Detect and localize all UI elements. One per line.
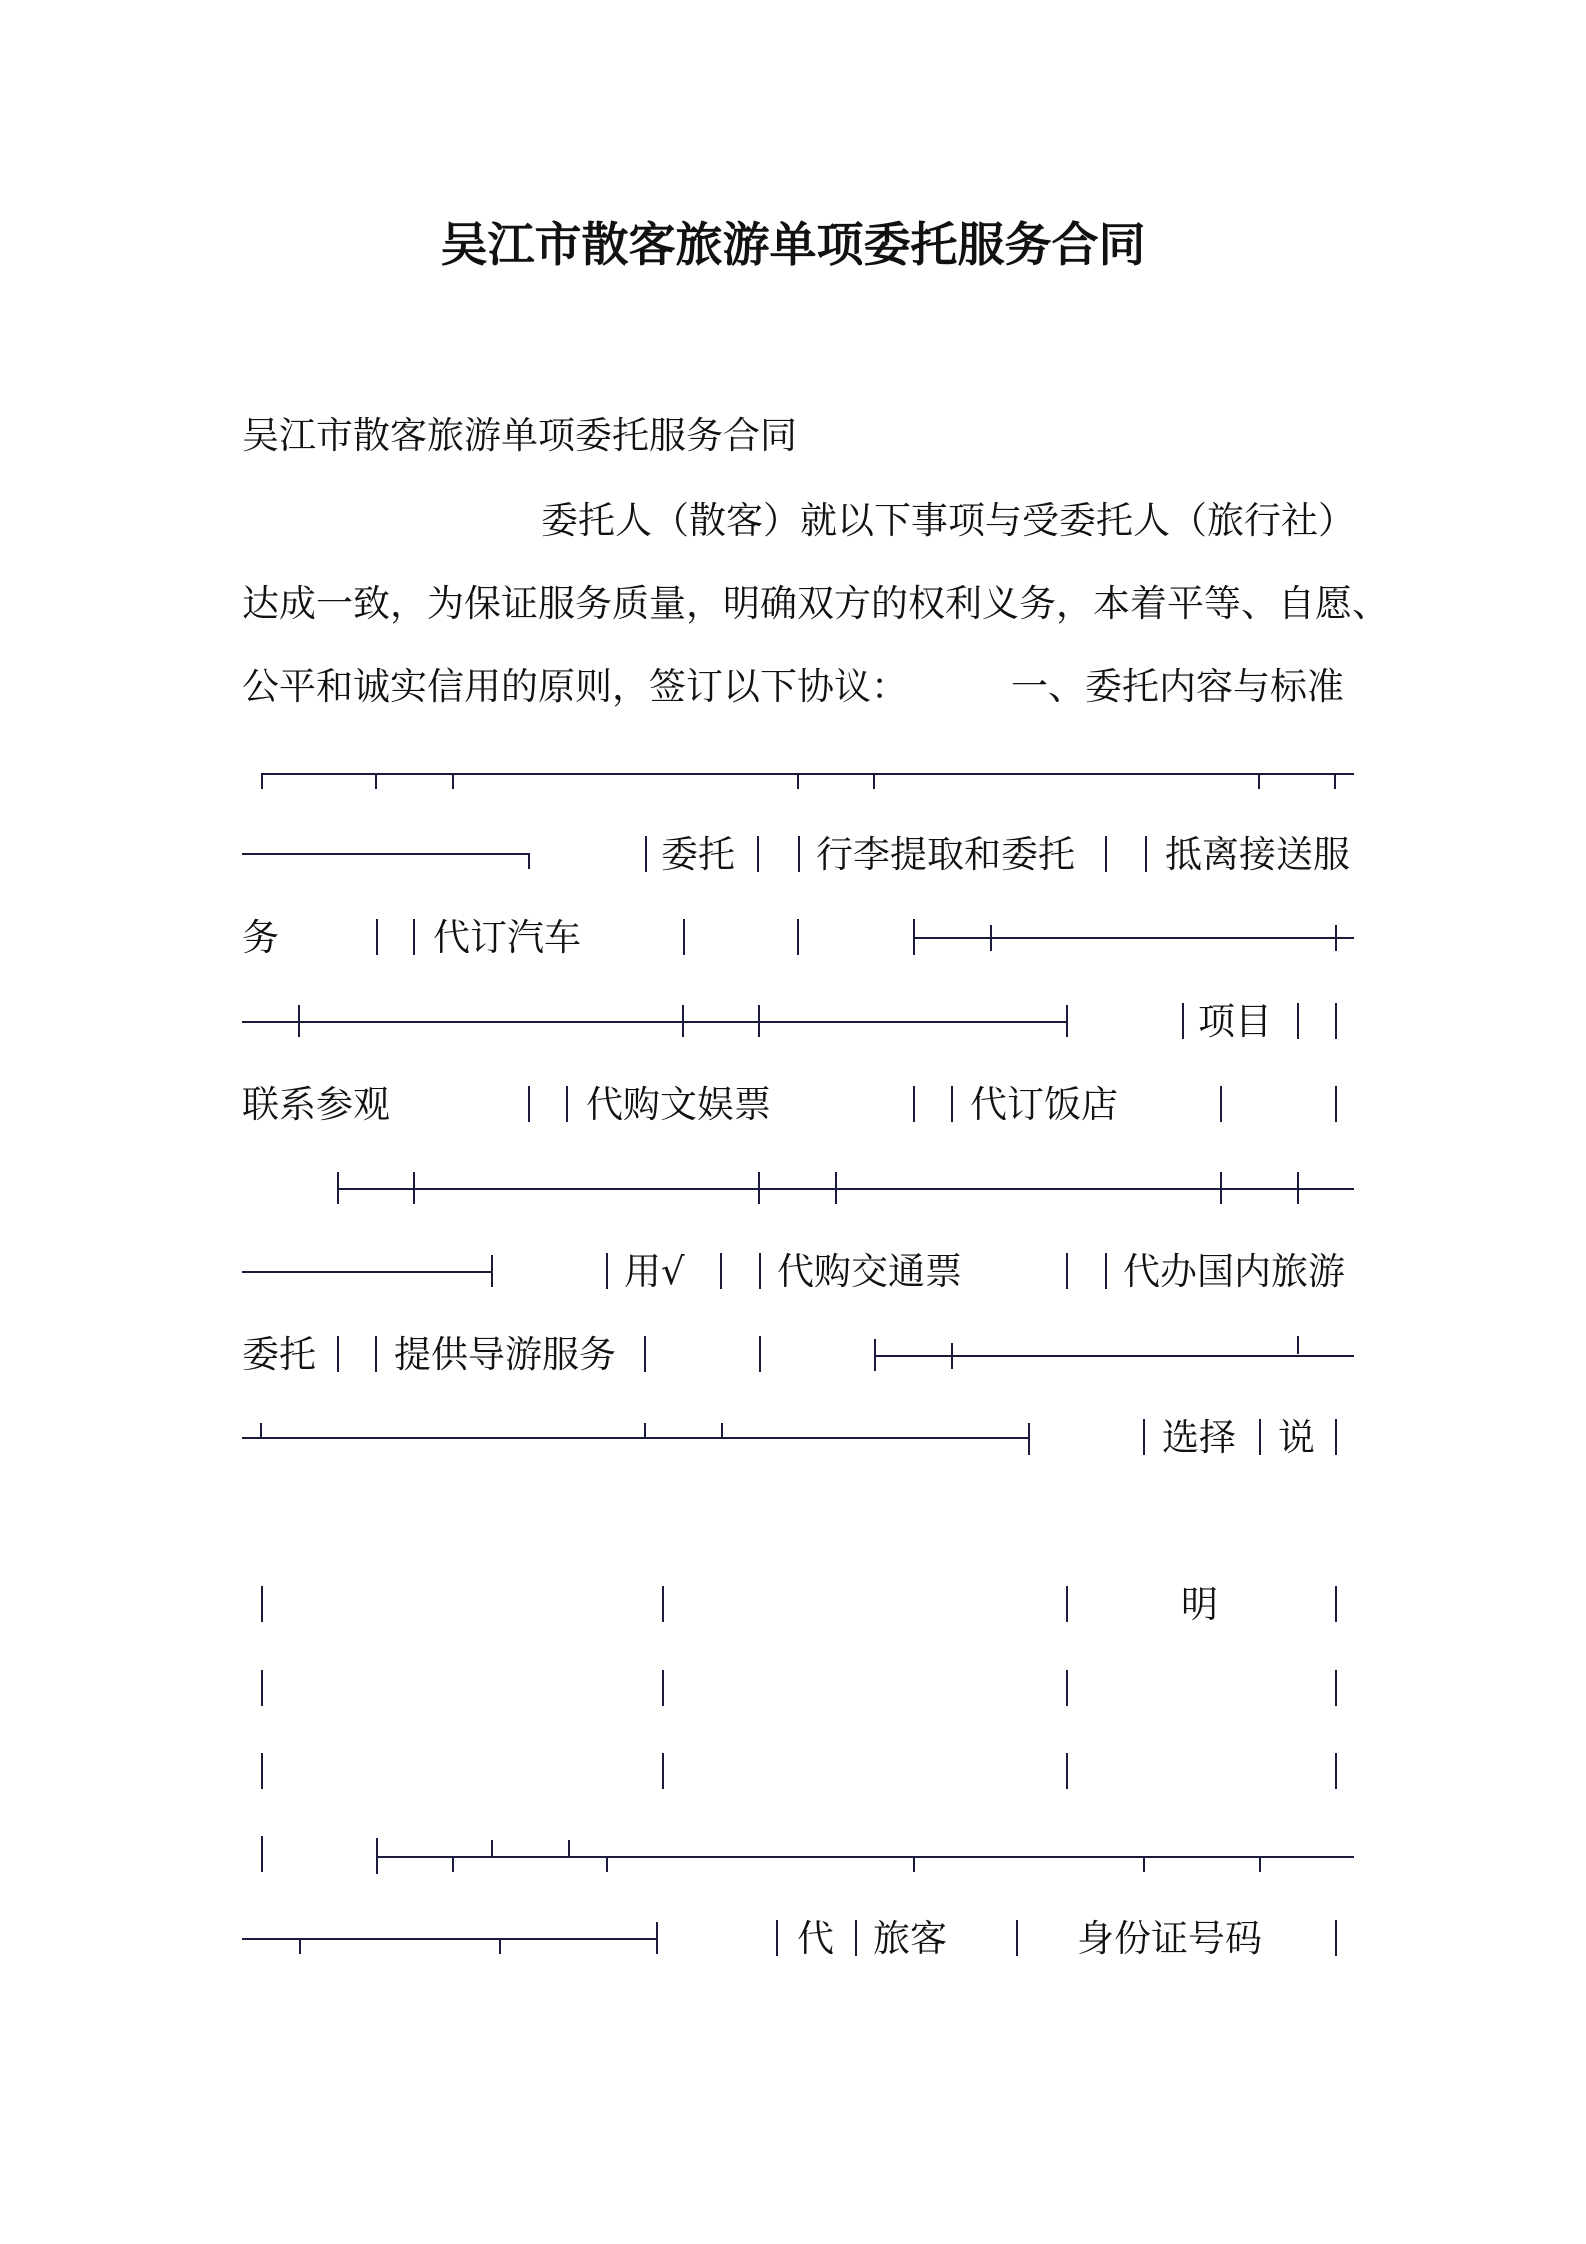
table-rule-tick — [260, 1423, 262, 1439]
table-rule-tick — [413, 1172, 415, 1204]
table-rule-tick — [873, 773, 875, 789]
document-title: 吴江市散客旅游单项委托服务合同 — [440, 218, 1146, 273]
table-cell-border — [413, 919, 415, 955]
cell-pickup-2: 务 — [242, 916, 279, 959]
table-rule-tick — [606, 1856, 608, 1872]
table-cell-border — [1066, 1253, 1068, 1289]
table-cell-border — [1335, 1003, 1337, 1039]
table-rule-tick — [1297, 1172, 1299, 1204]
section-1-title: 一、委托内容与标准 — [1011, 665, 1344, 708]
table-cell-border — [261, 1670, 263, 1706]
table-rule — [874, 1355, 1354, 1357]
table-cell-border — [1182, 1003, 1184, 1039]
table-cell-border — [566, 1086, 568, 1122]
table-rule-tick — [299, 1938, 301, 1954]
table-cell-border — [776, 1920, 778, 1956]
table-cell-border — [683, 919, 685, 955]
cell-id-number: 身份证号码 — [1077, 1917, 1262, 1960]
table-cell-border — [1335, 1419, 1337, 1455]
table-cell-border — [757, 836, 759, 872]
table-rule-tick — [261, 773, 263, 789]
table-cell-border — [1066, 1586, 1068, 1622]
table-cell-border — [1335, 1920, 1337, 1956]
table-cell-border — [662, 1753, 664, 1789]
table-cell-border — [1335, 1086, 1337, 1122]
cell-domestic-travel-1: 代办国内旅游 — [1123, 1250, 1345, 1293]
table-rule-tick — [656, 1922, 658, 1954]
table-rule-tick — [452, 1856, 454, 1872]
table-cell-border — [1335, 1753, 1337, 1789]
table-cell-border — [662, 1586, 664, 1622]
cell-explain-1: 说 — [1278, 1416, 1315, 1459]
table-cell-border — [261, 1586, 263, 1622]
intro-line-1: 委托人（散客）就以下事项与受委托人（旅行社） — [541, 499, 1355, 542]
table-cell-border — [645, 836, 647, 872]
table-rule-tick — [1297, 1336, 1299, 1354]
table-cell-border — [1016, 1920, 1018, 1956]
table-cell-border — [606, 1253, 608, 1289]
table-rule — [242, 1437, 1028, 1439]
table-cell-border — [797, 919, 799, 955]
table-rule-tick — [568, 1840, 570, 1856]
table-rule-tick — [1334, 773, 1336, 789]
table-cell-border — [1297, 1003, 1299, 1039]
table-rule-tick — [835, 1172, 837, 1204]
intro-line-2: 达成一致，为保证服务质量，明确双方的权利义务，本着平等、自愿、 — [242, 582, 1389, 625]
table-rule-tick — [491, 1840, 493, 1856]
table-cell-border — [1335, 1586, 1337, 1622]
intro-line-3: 公平和诚实信用的原则，签订以下协议： — [242, 665, 908, 708]
table-cell-border — [261, 1836, 263, 1872]
table-cell-border — [1143, 1419, 1145, 1455]
table-rule-tick — [644, 1423, 646, 1439]
table-rule-tick — [758, 1005, 760, 1037]
table-rule — [337, 1188, 1354, 1190]
table-rule — [242, 1021, 1067, 1023]
table-cell-border — [1105, 836, 1107, 872]
cell-explain-2: 明 — [1181, 1583, 1218, 1626]
table-cell-border — [528, 1086, 530, 1122]
table-rule-tick — [1066, 1005, 1068, 1037]
cell-luggage: 行李提取和委托 — [816, 833, 1075, 876]
table-cell-border — [644, 1336, 646, 1372]
table-rule-tick — [452, 773, 454, 789]
cell-proxy: 代 — [797, 1917, 834, 1960]
table-cell-border — [375, 1336, 377, 1372]
table-cell-border — [951, 1086, 953, 1122]
cell-use-mark: 用√ — [624, 1250, 685, 1293]
table-rule-tick — [797, 773, 799, 789]
cell-select: 选择 — [1162, 1416, 1236, 1459]
table-rule-tick — [376, 1838, 378, 1874]
table-rule-tick — [682, 1005, 684, 1037]
table-rule-tick — [1028, 1423, 1030, 1455]
table-cell-border — [759, 1253, 761, 1289]
cell-traveler: 旅客 — [873, 1917, 947, 1960]
cell-entrust: 委托 — [661, 833, 735, 876]
cell-domestic-travel-2: 委托 — [242, 1333, 316, 1376]
table-cell-border — [376, 919, 378, 955]
table-cell-border — [662, 1670, 664, 1706]
cell-guide-service: 提供导游服务 — [394, 1333, 616, 1376]
table-cell-border — [1105, 1253, 1107, 1289]
table-rule-tick — [721, 1423, 723, 1439]
table-rule-tick — [337, 1172, 339, 1204]
table-rule-tick — [1335, 925, 1337, 951]
table-rule-tick — [1220, 1172, 1222, 1204]
table-cell-border — [759, 1336, 761, 1372]
table-cell-border — [1066, 1670, 1068, 1706]
table-cell-border — [337, 1336, 339, 1372]
table-rule-tick — [913, 1856, 915, 1872]
table-cell-border — [1259, 1419, 1261, 1455]
cell-buy-ent-tickets: 代购文娱票 — [586, 1083, 771, 1126]
cell-pickup-1: 抵离接送服 — [1165, 833, 1350, 876]
document-heading: 吴江市散客旅游单项委托服务合同 — [242, 414, 797, 457]
table-rule-tick — [499, 1938, 501, 1954]
table-rule-tick — [1143, 1856, 1145, 1872]
cell-item: 项目 — [1198, 1000, 1272, 1043]
table-rule — [376, 1856, 1354, 1858]
table-rule-tick — [913, 919, 915, 955]
cell-buy-transport-tickets: 代购交通票 — [777, 1250, 962, 1293]
table-rule-tick — [298, 1005, 300, 1037]
table-cell-border — [855, 1920, 857, 1956]
table-rule — [242, 1271, 492, 1273]
table-rule-tick — [491, 1255, 493, 1287]
table-rule — [913, 937, 1354, 939]
table-rule-tick — [375, 773, 377, 789]
cell-contact-tour: 联系参观 — [242, 1083, 390, 1126]
table-cell-border — [1220, 1086, 1222, 1122]
table-rule — [261, 773, 1354, 775]
table-rule-tick — [990, 925, 992, 951]
table-cell-border — [1066, 1753, 1068, 1789]
table-rule-tick — [951, 1343, 953, 1369]
table-rule-tick — [528, 853, 530, 869]
table-rule — [242, 853, 530, 855]
table-cell-border — [798, 836, 800, 872]
table-rule-tick — [1258, 773, 1260, 789]
table-rule — [242, 1938, 657, 1940]
cell-book-car: 代订汽车 — [433, 916, 581, 959]
table-rule-tick — [1259, 1856, 1261, 1872]
table-rule-tick — [874, 1339, 876, 1371]
table-cell-border — [1335, 1670, 1337, 1706]
table-cell-border — [720, 1253, 722, 1289]
table-cell-border — [261, 1753, 263, 1789]
cell-book-hotel: 代订饭店 — [970, 1083, 1118, 1126]
table-cell-border — [1145, 836, 1147, 872]
table-cell-border — [913, 1086, 915, 1122]
table-rule-tick — [758, 1172, 760, 1204]
